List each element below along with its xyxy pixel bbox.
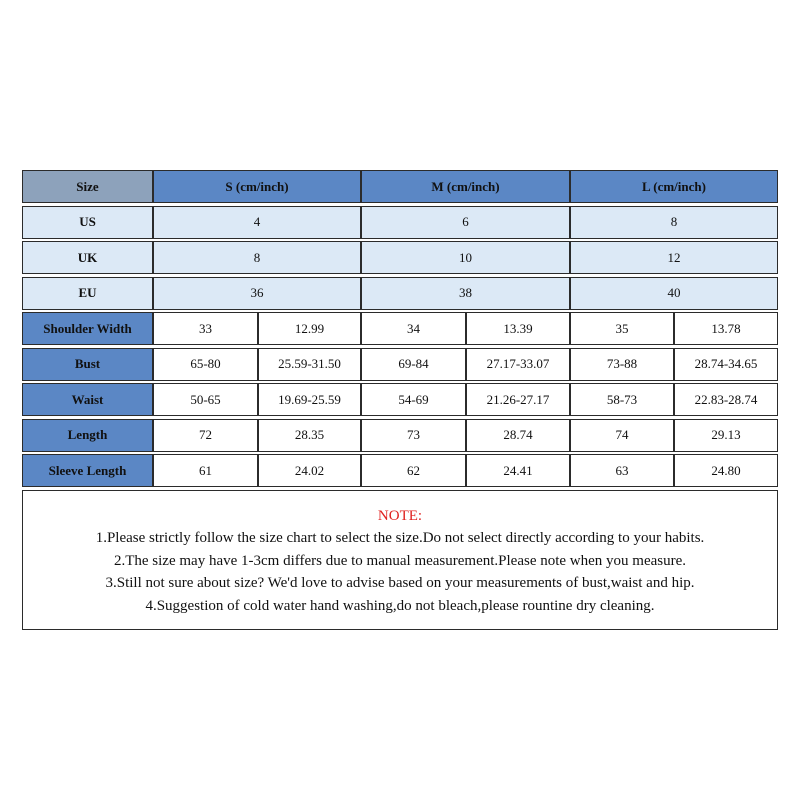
- header-m: M (cm/inch): [361, 170, 570, 203]
- cell-bust-4: 73-88: [570, 348, 674, 381]
- cell-us-l: 8: [570, 206, 778, 239]
- cell-sleeve-length-2: 62: [361, 454, 466, 487]
- cell-shoulder-width-3: 13.39: [466, 312, 570, 345]
- cell-shoulder-width-2: 34: [361, 312, 466, 345]
- cell-length-1: 28.35: [258, 419, 361, 452]
- cell-uk-l: 12: [570, 241, 778, 274]
- cell-length-3: 28.74: [466, 419, 570, 452]
- cell-eu-l: 40: [570, 277, 778, 310]
- note-line-2: 2.The size may have 1-3cm differs due to manual measurement.Please note when you measure.: [113, 552, 687, 569]
- row-label-shoulder-width: Shoulder Width: [22, 312, 153, 345]
- cell-uk-s: 8: [153, 241, 361, 274]
- cell-bust-2: 69-84: [361, 348, 466, 381]
- cell-waist-3: 21.26-27.17: [466, 383, 570, 416]
- note-box: [22, 490, 778, 630]
- cell-sleeve-length-0: 61: [153, 454, 258, 487]
- cell-waist-0: 50-65: [153, 383, 258, 416]
- cell-waist-1: 19.69-25.59: [258, 383, 361, 416]
- cell-eu-m: 38: [361, 277, 570, 310]
- header-s: S (cm/inch): [153, 170, 361, 203]
- note-title: NOTE:: [377, 508, 423, 524]
- cell-uk-m: 10: [361, 241, 570, 274]
- cell-bust-0: 65-80: [153, 348, 258, 381]
- cell-us-m: 6: [361, 206, 570, 239]
- row-label-bust: Bust: [22, 348, 153, 381]
- row-label-eu: EU: [22, 277, 153, 310]
- row-label-uk: UK: [22, 241, 153, 274]
- cell-waist-2: 54-69: [361, 383, 466, 416]
- header-l: L (cm/inch): [570, 170, 778, 203]
- cell-bust-1: 25.59-31.50: [258, 348, 361, 381]
- row-label-sleeve-length: Sleeve Length: [22, 454, 153, 487]
- cell-bust-3: 27.17-33.07: [466, 348, 570, 381]
- note-line-4: 4.Suggestion of cold water hand washing,do not bleach,please rountine dry cleaning.: [145, 597, 655, 614]
- note-line-1: 1.Please strictly follow the size chart to select the size.Do not select directly according to your habits.: [95, 530, 705, 546]
- row-label-waist: Waist: [22, 383, 153, 416]
- header-size: Size: [22, 170, 153, 203]
- cell-us-s: 4: [153, 206, 361, 239]
- note-line-3: 3.Still not sure about size? We'd love to advise based on your measurements of bust,waist and hip.: [105, 575, 695, 591]
- cell-shoulder-width-5: 13.78: [674, 312, 778, 345]
- cell-sleeve-length-1: 24.02: [258, 454, 361, 487]
- cell-bust-5: 28.74-34.65: [674, 348, 778, 381]
- cell-shoulder-width-0: 33: [153, 312, 258, 345]
- cell-sleeve-length-5: 24.80: [674, 454, 778, 487]
- cell-length-2: 73: [361, 419, 466, 452]
- cell-shoulder-width-4: 35: [570, 312, 674, 345]
- cell-sleeve-length-3: 24.41: [466, 454, 570, 487]
- cell-waist-5: 22.83-28.74: [674, 383, 778, 416]
- cell-waist-4: 58-73: [570, 383, 674, 416]
- cell-shoulder-width-1: 12.99: [258, 312, 361, 345]
- row-label-length: Length: [22, 419, 153, 452]
- cell-length-5: 29.13: [674, 419, 778, 452]
- cell-sleeve-length-4: 63: [570, 454, 674, 487]
- row-label-us: US: [22, 206, 153, 239]
- cell-length-0: 72: [153, 419, 258, 452]
- cell-length-4: 74: [570, 419, 674, 452]
- cell-eu-s: 36: [153, 277, 361, 310]
